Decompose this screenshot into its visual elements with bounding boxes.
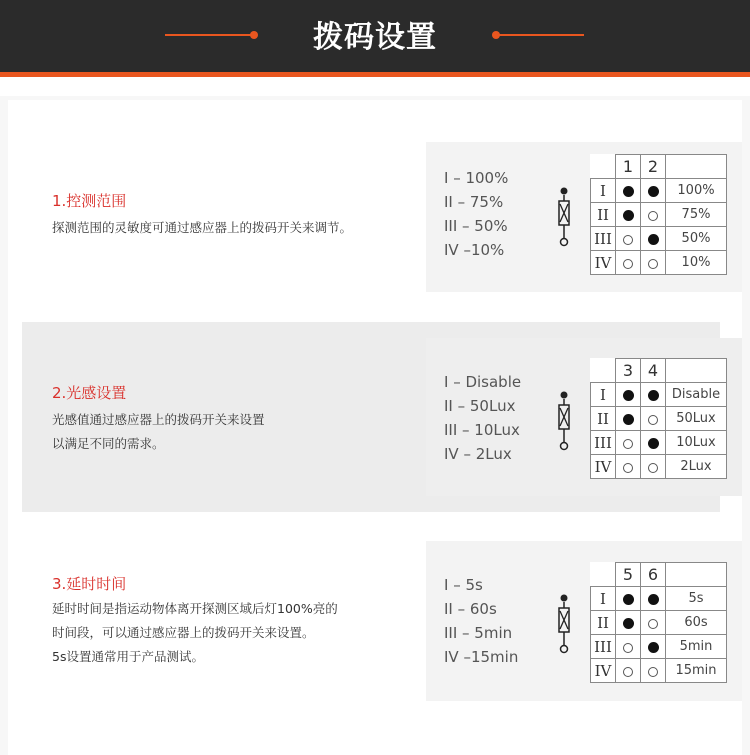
- switch-state-cell: [616, 251, 641, 275]
- row-numeral: IV: [591, 455, 616, 479]
- switch-state-cell: [641, 635, 666, 659]
- section-title: 1.控测范围: [52, 192, 127, 210]
- dip-table-row: [591, 659, 727, 683]
- switch-state-cell: [616, 455, 641, 479]
- switch-state-cell: [641, 227, 666, 251]
- level-list: I – 100% II – 75% III – 50% IV –10%: [444, 169, 509, 259]
- level-list: I – Disable II – 50Lux III – 10Lux IV – 2Lux: [444, 373, 522, 463]
- setting-value: 5s: [666, 587, 727, 611]
- row-numeral: I: [591, 587, 616, 611]
- dip-table: [590, 358, 727, 479]
- empty-circle-icon: [623, 439, 633, 449]
- empty-circle-icon: [648, 619, 658, 629]
- filled-circle-icon: [648, 642, 659, 653]
- value-header-cell: [666, 563, 727, 587]
- switch-number: 5: [616, 563, 641, 587]
- row-numeral: IV: [591, 251, 616, 275]
- switch-state-cell: [616, 383, 641, 407]
- dip-table: [590, 154, 727, 275]
- setting-value: Disable: [666, 383, 727, 407]
- dip-table-header-row: [591, 563, 727, 587]
- switch-state-cell: [641, 383, 666, 407]
- switch-state-cell: [641, 179, 666, 203]
- switch-state-cell: [616, 611, 641, 635]
- switch-state-cell: [616, 227, 641, 251]
- switch-state-cell: [641, 611, 666, 635]
- switch-state-cell: [616, 431, 641, 455]
- switch-state-cell: [616, 659, 641, 683]
- filled-circle-icon: [623, 414, 634, 425]
- section-description: 延时时间是指运动物体离开探测区域后灯100%亮的 时间段，可以通过感应器上的拨码开关来设置。 5s设置通常用于产品测试。: [52, 601, 338, 664]
- header-accent-line: [0, 72, 750, 77]
- dip-switch-icon: [556, 186, 572, 250]
- filled-circle-icon: [623, 594, 634, 605]
- switch-number: 2: [641, 155, 666, 179]
- switch-state-cell: [616, 179, 641, 203]
- dip-table-row: [591, 455, 727, 479]
- switch-state-cell: [641, 203, 666, 227]
- switch-number: 1: [616, 155, 641, 179]
- switch-state-cell: [641, 455, 666, 479]
- dip-table-row: [591, 587, 727, 611]
- setting-value: 60s: [666, 611, 727, 635]
- dip-panel: [426, 541, 742, 701]
- section-title: 3.延时时间: [52, 575, 127, 593]
- empty-circle-icon: [648, 415, 658, 425]
- dip-table-row: [591, 179, 727, 203]
- setting-value: 5min: [666, 635, 727, 659]
- section-delay: [22, 535, 720, 715]
- corner-cell: [591, 563, 616, 587]
- row-numeral: III: [591, 635, 616, 659]
- switch-state-cell: [641, 431, 666, 455]
- switch-number: 3: [616, 359, 641, 383]
- setting-value: 15min: [666, 659, 727, 683]
- section-light: [22, 322, 720, 512]
- filled-circle-icon: [648, 594, 659, 605]
- empty-circle-icon: [623, 643, 633, 653]
- dip-panel: [426, 142, 742, 292]
- page-title: 拨码设置: [313, 20, 437, 55]
- switch-state-cell: [616, 407, 641, 431]
- dip-table-row: [591, 407, 727, 431]
- row-numeral: I: [591, 383, 616, 407]
- filled-circle-icon: [623, 210, 634, 221]
- filled-circle-icon: [648, 186, 659, 197]
- setting-value: 10Lux: [666, 431, 727, 455]
- setting-value: 50Lux: [666, 407, 727, 431]
- dip-table-row: [591, 383, 727, 407]
- dip-table-row: [591, 611, 727, 635]
- setting-value: 75%: [666, 203, 727, 227]
- filled-circle-icon: [648, 390, 659, 401]
- corner-cell: [591, 155, 616, 179]
- filled-circle-icon: [648, 234, 659, 245]
- dip-table-row: [591, 203, 727, 227]
- row-numeral: II: [591, 611, 616, 635]
- switch-state-cell: [616, 635, 641, 659]
- row-numeral: II: [591, 203, 616, 227]
- section-description: 探测范围的灵敏度可通过感应器上的拨码开关来调节。: [52, 220, 353, 235]
- switch-state-cell: [641, 587, 666, 611]
- setting-value: 50%: [666, 227, 727, 251]
- dip-table-row: [591, 227, 727, 251]
- row-numeral: I: [591, 179, 616, 203]
- dip-switch-icon: [556, 390, 572, 454]
- empty-circle-icon: [623, 235, 633, 245]
- empty-circle-icon: [648, 667, 658, 677]
- empty-circle-icon: [623, 259, 633, 269]
- dip-panel: [426, 338, 742, 496]
- row-numeral: II: [591, 407, 616, 431]
- empty-circle-icon: [623, 667, 633, 677]
- row-numeral: III: [591, 227, 616, 251]
- empty-circle-icon: [623, 463, 633, 473]
- title-decor-line-right: [496, 34, 584, 36]
- row-numeral: IV: [591, 659, 616, 683]
- section-description: 光感值通过感应器上的拨码开关来设置 以满足不同的需求。: [52, 412, 265, 451]
- switch-state-cell: [616, 203, 641, 227]
- switch-state-cell: [641, 407, 666, 431]
- section-range: [22, 140, 720, 300]
- filled-circle-icon: [623, 390, 634, 401]
- dip-table-row: [591, 635, 727, 659]
- value-header-cell: [666, 155, 727, 179]
- dip-table-header-row: [591, 155, 727, 179]
- row-numeral: III: [591, 431, 616, 455]
- filled-circle-icon: [623, 618, 634, 629]
- section-title: 2.光感设置: [52, 384, 127, 402]
- empty-circle-icon: [648, 259, 658, 269]
- dip-table-row: [591, 431, 727, 455]
- dip-table: [590, 562, 727, 683]
- corner-cell: [591, 359, 616, 383]
- filled-circle-icon: [623, 186, 634, 197]
- switch-number: 6: [641, 563, 666, 587]
- empty-circle-icon: [648, 463, 658, 473]
- filled-circle-icon: [648, 438, 659, 449]
- setting-value: 10%: [666, 251, 727, 275]
- switch-number: 4: [641, 359, 666, 383]
- switch-state-cell: [641, 659, 666, 683]
- empty-circle-icon: [648, 211, 658, 221]
- level-list: I – 5s II – 60s III – 5min IV –15min: [444, 576, 519, 666]
- setting-value: 100%: [666, 179, 727, 203]
- value-header-cell: [666, 359, 727, 383]
- dip-table-header-row: [591, 359, 727, 383]
- switch-state-cell: [641, 251, 666, 275]
- setting-value: 2Lux: [666, 455, 727, 479]
- dip-table-row: [591, 251, 727, 275]
- switch-state-cell: [616, 587, 641, 611]
- dip-switch-icon: [556, 593, 572, 657]
